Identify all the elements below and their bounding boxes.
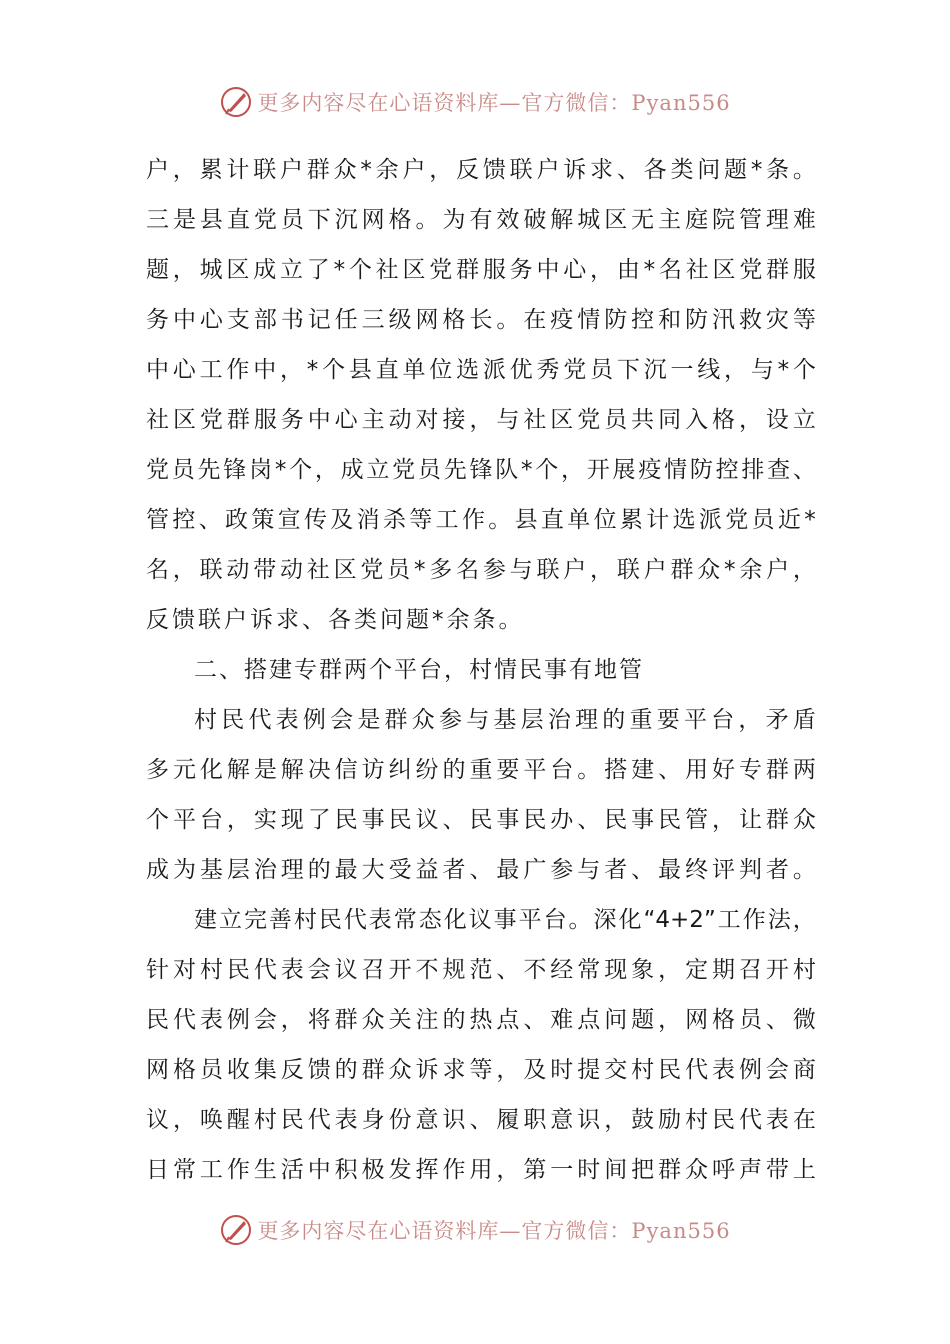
header-banner xyxy=(0,82,950,122)
text-line: 村 民 代 表 例 会 是 群 众 参 与 基 层 治 理 的 重 要 平 台 ， 矛 盾 xyxy=(194,707,816,733)
text-line: 三 是 县 直 党 员 下 沉 网 格 。 为 有 效 破 解 城 区 无 主 庭 院 管 理 难 xyxy=(146,207,816,233)
text-line: 户 ， 累 计 联 户 群 众 * 余 户 ， 反 馈 联 户 诉 求 、 各 类 问 题 * 条 。 xyxy=(146,157,816,183)
text-line: 多 元 化 解 是 解 决 信 访 纠 纷 的 重 要 平 台 。 搭 建 、 用 好 专 群 两 xyxy=(146,757,816,783)
text-line: 个 平 台 ， 实 现 了 民 事 民 议 、 民 事 民 办 、 民 事 民 管 ， 让 群 众 xyxy=(146,807,816,833)
footer-banner xyxy=(0,1210,950,1250)
text-line: 题 ， 城 区 成 立 了 * 个 社 区 党 群 服 务 中 心 ， 由 * 名 社 区 党 群 服 xyxy=(146,257,816,283)
text-line: 建 立 完 善 村 民 代 表 常 态 化 议 事 平 台 。 深 化 “4+2” 工 作 法 ， xyxy=(194,907,816,933)
text-line: 中 心 工 作 中 ， * 个 县 直 单 位 选 派 优 秀 党 员 下 沉 一 线 ， 与 * 个 xyxy=(146,357,816,383)
banner-text: 更多内容尽在心语资料库—官方微信：Pyan556 xyxy=(257,91,731,115)
quill-logo-icon xyxy=(219,85,253,119)
text-line: 成 为 基 层 治 理 的 最 大 受 益 者 、 最 广 参 与 者 、 最 终 评 判 者 。 xyxy=(146,857,816,883)
text-line: 针 对 村 民 代 表 会 议 召 开 不 规 范 、 不 经 常 现 象 ， 定 期 召 开 村 xyxy=(146,957,816,983)
section-heading: 二 、 搭 建 专 群 两 个 平 台 ， 村 情 民 事 有 地 管 xyxy=(194,657,644,683)
text-line: 管 控 、 政 策 宣 传 及 消 杀 等 工 作 。 县 直 单 位 累 计 选 派 党 员 近 * xyxy=(146,507,816,533)
text-line: 议 ， 唤 醒 村 民 代 表 身 份 意 识 、 履 职 意 识 ， 鼓 励 村 民 代 表 在 xyxy=(146,1107,816,1133)
text-line: 社 区 党 群 服 务 中 心 主 动 对 接 ， 与 社 区 党 员 共 同 入 格 ， 设 立 xyxy=(146,407,816,433)
text-line: 日 常 工 作 生 活 中 积 极 发 挥 作 用 ， 第 一 时 间 把 群 众 呼 声 带 上 xyxy=(146,1157,816,1183)
text-line: 名 ， 联 动 带 动 社 区 党 员 * 多 名 参 与 联 户 ， 联 户 群 众 * 余 户 ， xyxy=(146,557,816,583)
document-body xyxy=(146,145,816,1195)
text-line: 网 格 员 收 集 反 馈 的 群 众 诉 求 等 ， 及 时 提 交 村 民 代 表 例 会 商 xyxy=(146,1057,816,1083)
text-line: 民 代 表 例 会 ， 将 群 众 关 注 的 热 点 、 难 点 问 题 ， 网 格 员 、 微 xyxy=(146,1007,816,1033)
quill-logo-icon xyxy=(219,1213,253,1247)
text-line: 反 馈 联 户 诉 求 、 各 类 问 题 * 余 条 。 xyxy=(146,607,525,633)
text-line: 务 中 心 支 部 书 记 任 三 级 网 格 长 。 在 疫 情 防 控 和 防 汛 救 灾 等 xyxy=(146,307,816,333)
text-line: 党 员 先 锋 岗 * 个 ， 成 立 党 员 先 锋 队 * 个 ， 开 展 疫 情 防 控 排 查 、 xyxy=(146,457,816,483)
banner-text: 更多内容尽在心语资料库—官方微信：Pyan556 xyxy=(257,1219,731,1243)
